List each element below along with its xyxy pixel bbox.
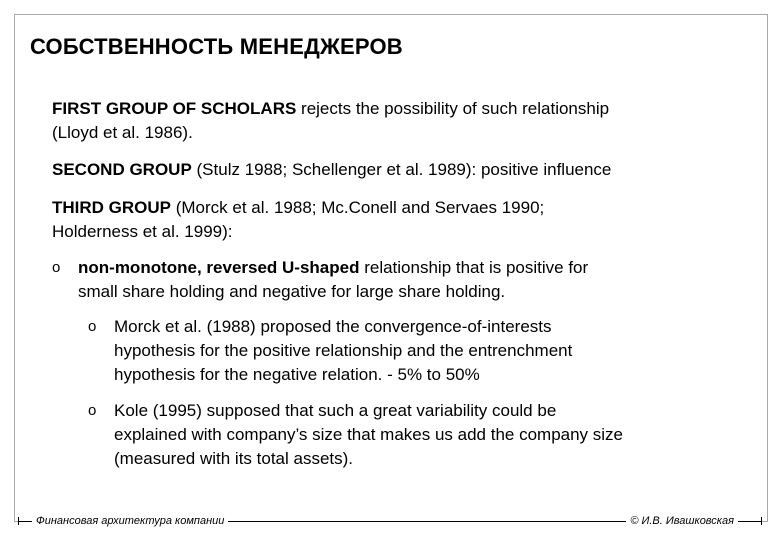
third-group-heading: THIRD GROUP [52,198,171,217]
paragraph-first-group [52,97,742,145]
slide-title: СОБСТВЕННОСТЬ МЕНЕДЖЕРОВ [30,34,403,59]
paragraph-third-group [52,196,742,244]
footer-tick-left [18,517,19,525]
sub-bullet-marker: o [88,402,97,419]
paragraph-second-group [52,158,742,182]
bullet-text-line1: relationship that is positive for [359,258,589,277]
sub-bullet-line3: hypothesis for the negative relation. - 5% to 50% [114,365,480,384]
third-group-text: (Morck et al. 1988; Mc.Conell and Servaes 1990; [171,198,545,217]
footer-tick-right [761,517,762,525]
second-group-text: (Stulz 1988; Schellenger et al. 1989): positive influence [191,160,612,179]
third-group-citation: Holderness et al. 1999): [52,222,233,241]
first-group-text: rejects the possibility of such relationship [296,99,610,118]
bullet-bold-text: non-monotone, reversed U-shaped [78,258,360,277]
first-group-citation: (Lloyd et al. 1986). [52,123,193,142]
bullet-text-line2: small share holding and negative for large share holding. [78,282,506,301]
sub-bullet-line1: Morck et al. (1988) proposed the convergence-of-interests [114,317,552,336]
first-group-heading: FIRST GROUP OF SCHOLARS [52,99,297,118]
sub-bullet-line2: hypothesis for the positive relationship and the entrenchment [114,341,573,360]
bullet-marker: o [52,259,61,276]
second-group-heading: SECOND GROUP [52,160,192,179]
sub-bullet-marker: o [88,318,97,335]
sub-bullet-line3: (measured with its total assets). [114,449,354,468]
footer-course-title: Финансовая архитектура компании [32,515,228,527]
sub-bullet-line2: explained with company’s size that makes us add the company size [114,425,624,444]
footer-copyright: © И.В. Ивашковская [626,515,738,527]
sub-bullet-line1: Kole (1995) supposed that such a great variability could be [114,401,557,420]
